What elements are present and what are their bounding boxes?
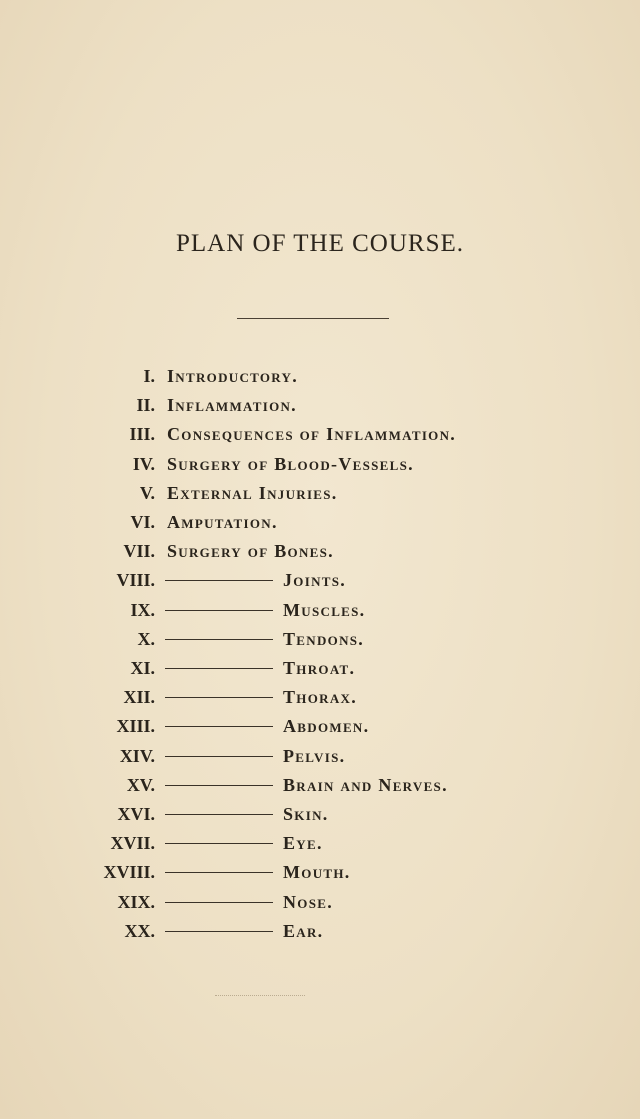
course-entry [0,770,640,800]
entry-numeral: XIII. [116,716,155,737]
entry-subject: Thorax. [283,687,357,708]
entry-numeral: XVIII. [103,862,155,883]
course-entry [0,624,640,654]
entry-numeral: III. [129,424,155,445]
entry-numeral: V. [139,482,155,503]
ditto-dash [165,843,273,844]
entry-subject: Tendons. [283,628,365,649]
course-entry [0,711,640,741]
entry-numeral: VIII. [116,570,155,591]
entry-subject: Mouth. [283,862,351,883]
course-entry [0,887,640,917]
course-entry [0,361,640,391]
entry-subject: Abdomen. [283,716,370,737]
entry-subject: Pelvis. [283,745,346,766]
entry-subject: Skin. [283,804,329,824]
entry-numeral: IX. [130,599,155,620]
title-divider [237,318,389,319]
entry-subject: External Injuries. [167,482,338,503]
ditto-dash [165,872,273,873]
ditto-dash [165,756,273,757]
entry-numeral: XVII. [110,833,155,854]
page-title: PLAN OF THE COURSE. [175,230,465,257]
entry-subject: Throat. [283,658,356,678]
entry-subject: Inflammation. [167,395,297,416]
entry-subject: Nose. [283,891,334,912]
entry-subject: Surgery of Bones. [167,541,334,562]
ditto-dash [165,639,273,640]
entry-subject: Ear. [283,920,324,941]
course-entry [0,828,640,858]
entry-numeral: VII. [123,541,155,562]
ditto-dash [165,726,273,727]
course-entry [0,536,640,566]
entry-numeral: II. [136,395,155,416]
entry-numeral: I. [143,366,155,386]
entry-numeral: X. [137,628,155,649]
course-entry [0,682,640,712]
course-entry [0,799,640,829]
course-entry [0,857,640,887]
ditto-dash [165,580,273,581]
entry-subject: Consequences of Inflammation. [167,424,457,445]
entry-numeral: XII. [123,687,155,708]
course-entry [0,565,640,595]
entry-subject: Amputation. [167,512,278,532]
course-entry [0,449,640,479]
entry-numeral: XVI. [117,804,155,824]
ditto-dash [165,902,273,903]
entry-numeral: XIX. [117,891,155,912]
entry-subject: Muscles. [283,599,366,620]
entry-numeral: XV. [126,774,155,795]
ditto-dash [165,785,273,786]
entry-subject: Eye. [283,833,323,854]
entry-numeral: IV. [132,453,155,474]
course-entry [0,478,640,508]
entry-numeral: VI. [130,512,155,532]
course-entry [0,741,640,771]
course-entry [0,390,640,420]
entry-subject: Surgery of Blood-Vessels. [167,453,414,474]
course-entry [0,653,640,683]
ditto-dash [165,668,273,669]
entry-numeral: XIV. [119,745,155,766]
entry-numeral: XX. [124,920,155,941]
ditto-dash [165,931,273,932]
ditto-dash [165,697,273,698]
course-entry [0,916,640,946]
ditto-dash [165,814,273,815]
entry-subject: Joints. [283,570,347,591]
entry-numeral: XI. [130,658,155,678]
ditto-dash [165,610,273,611]
ink-blemish [215,985,305,996]
course-entry [0,419,640,449]
entry-subject: Brain and Nerves. [283,774,448,795]
course-entry [0,595,640,625]
course-entry [0,507,640,537]
entry-subject: Introductory. [167,366,298,386]
